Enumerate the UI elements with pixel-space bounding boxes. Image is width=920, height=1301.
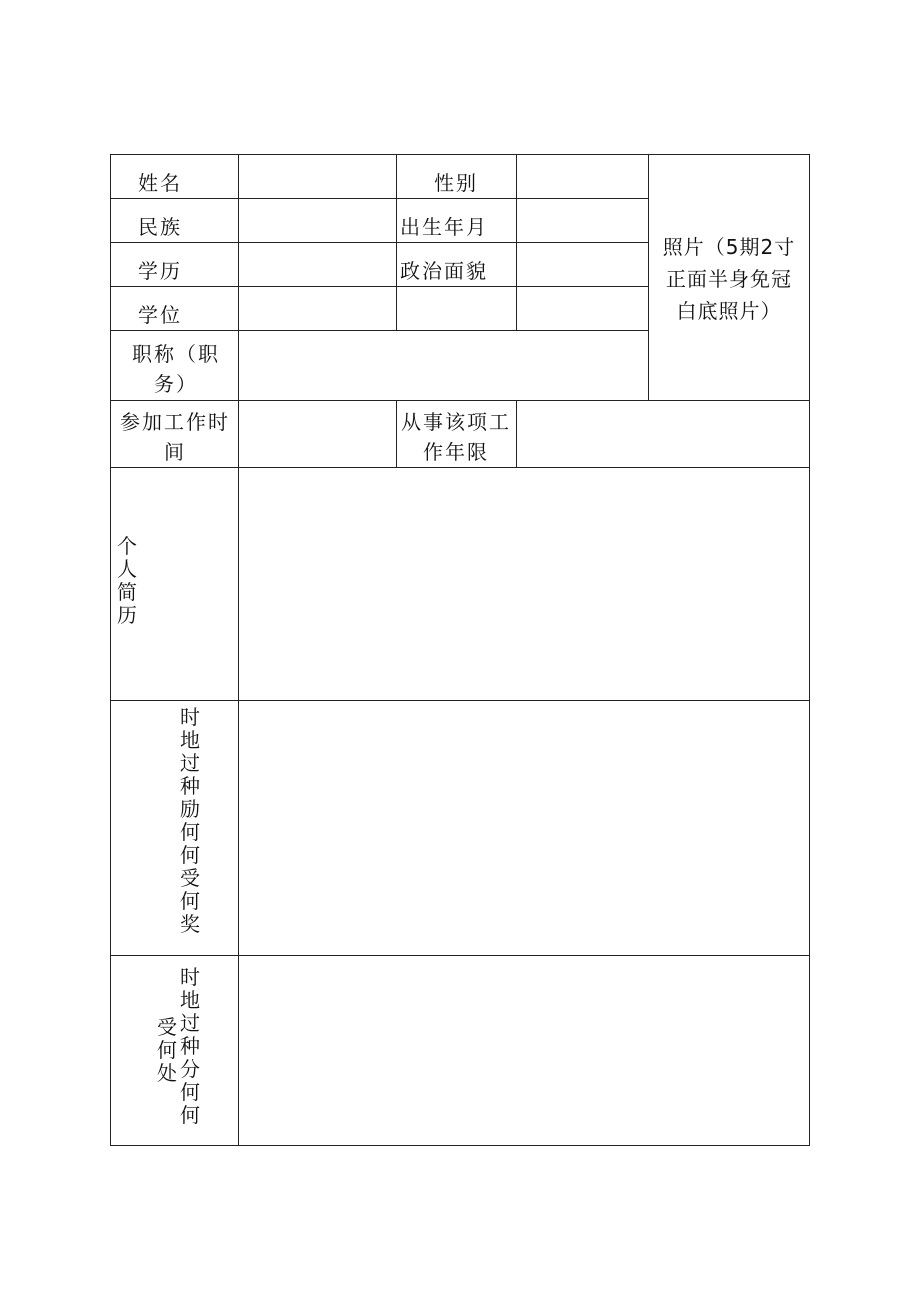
- rule-photo-col: [648, 154, 649, 400]
- education-label: 学历: [138, 259, 182, 283]
- awards-label: 时 地 过 种 励 何 何 受 何 奖: [180, 705, 200, 936]
- work-start-field[interactable]: [240, 402, 395, 466]
- resume-field[interactable]: [240, 469, 808, 699]
- gender-field[interactable]: [518, 156, 647, 197]
- rule-row1: [110, 198, 649, 199]
- rule-label-col: [238, 154, 239, 1146]
- title-position-label: 职称（职务）: [132, 342, 220, 396]
- rule-col2-top: [396, 154, 397, 330]
- resume-label: 个 人 简 历: [117, 534, 137, 627]
- name-field[interactable]: [240, 156, 395, 197]
- name-label: 姓名: [138, 171, 182, 195]
- photo-instructions: 照片（5期2寸正面半身免冠白底照片）: [662, 235, 796, 323]
- rule-row2: [110, 242, 649, 243]
- education-field[interactable]: [240, 244, 395, 285]
- punishments-field[interactable]: [240, 957, 808, 1144]
- rule-row6: [110, 467, 810, 468]
- awards-field[interactable]: [240, 702, 808, 954]
- ethnicity-field[interactable]: [240, 200, 395, 241]
- birth-date-label: 出生年月: [400, 215, 488, 239]
- rule-row8: [110, 955, 810, 956]
- rule-row7: [110, 700, 810, 701]
- rule-row4: [110, 330, 649, 331]
- political-status-field[interactable]: [518, 244, 647, 285]
- punishments-label-right: 时 地 过 种 分 何 何: [180, 965, 200, 1127]
- ethnicity-label: 民族: [138, 215, 182, 239]
- political-status-label: 政治面貌: [400, 259, 488, 283]
- rule-col2-mid: [396, 400, 397, 467]
- degree-extra-field[interactable]: [398, 288, 515, 329]
- degree-label: 学位: [138, 303, 182, 327]
- rule-row3: [110, 286, 649, 287]
- rule-left: [110, 154, 111, 1146]
- work-years-label: 从事该项工作年限: [401, 410, 511, 464]
- work-start-label: 参加工作时间: [120, 410, 230, 464]
- birth-date-field[interactable]: [518, 200, 647, 241]
- degree-extra-field-2[interactable]: [518, 288, 647, 329]
- rule-top: [110, 154, 810, 155]
- rule-right: [809, 154, 810, 1146]
- title-position-field[interactable]: [240, 332, 647, 399]
- degree-field[interactable]: [240, 288, 395, 329]
- photo-area[interactable]: [650, 156, 808, 399]
- work-years-field[interactable]: [518, 402, 808, 466]
- gender-label: 性别: [434, 171, 478, 195]
- rule-col3-mid: [516, 400, 517, 467]
- rule-row5: [110, 400, 810, 401]
- rule-col3-top: [516, 154, 517, 330]
- rule-bottom: [110, 1145, 810, 1146]
- punishments-label-left: 受 何 处: [157, 1015, 177, 1085]
